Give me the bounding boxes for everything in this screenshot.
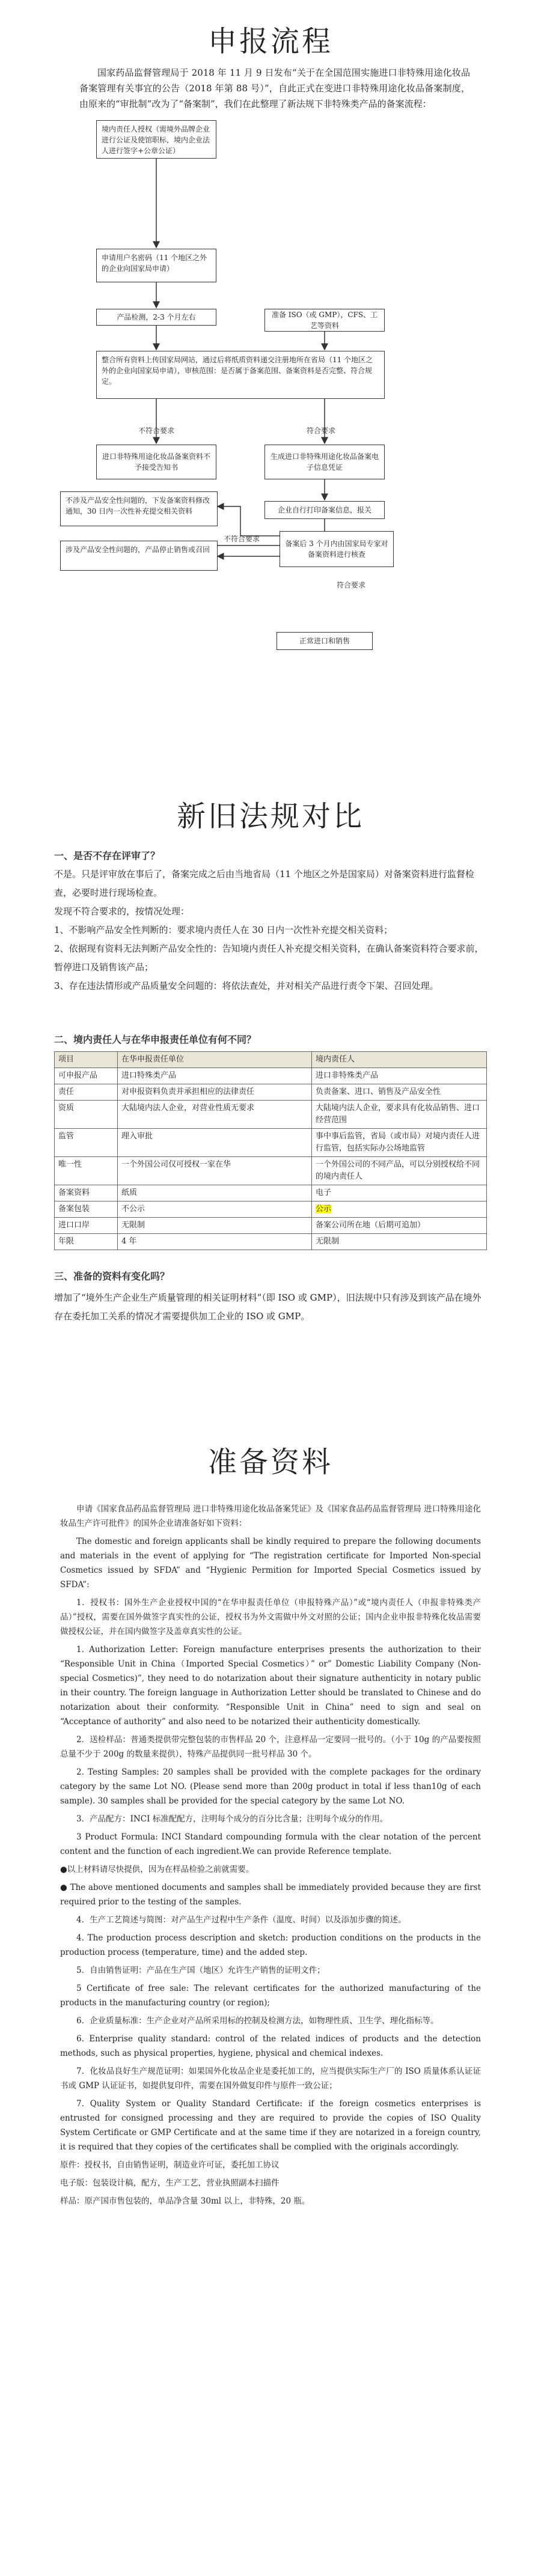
table-header-cell: 在华申报责任单位 bbox=[118, 1052, 312, 1068]
qa2-heading: 二、境内责任人与在华申报责任单位有何不同？ bbox=[54, 1034, 257, 1045]
step-upload-review: 整合所有资料上传国家局网站，通过后将纸质资料递交注册地所在省局（11 个地区之外的企业向国家局申请），审核范围：是否属于备案范围、备案资料是否完整、符合规定。 bbox=[96, 351, 385, 399]
qa1-para-2: 发现不符合要求的，按情况处理： bbox=[54, 906, 190, 917]
table-cell: 大陆境内法人企业，对营业性质无要求 bbox=[118, 1101, 312, 1129]
qa1-heading: 一、是否不存在评审了？ bbox=[54, 850, 160, 861]
table-cell: 负责备案、进口、销售及产品安全性 bbox=[312, 1084, 487, 1101]
step-product-testing: 产品检测，2-3 个月左右 bbox=[96, 309, 216, 326]
table-row bbox=[55, 1218, 487, 1234]
table-cell: 备案资料 bbox=[55, 1185, 118, 1201]
table-cell: 一个外国公司仅可授权一家在华 bbox=[118, 1157, 312, 1185]
step-prepare-docs: 准备 ISO（或 GMP），CFS、工艺等资料 bbox=[264, 309, 385, 332]
table-row bbox=[55, 1157, 487, 1185]
step-revision-notice: 不涉及产品安全性问题的，下发备案资料修改通知，30 日内一次性补充提交相关资料 bbox=[60, 491, 218, 526]
highlighted-text: 公示 bbox=[316, 1204, 332, 1214]
table-row bbox=[55, 1201, 487, 1218]
table-row bbox=[55, 1234, 487, 1250]
qa1-para-1: 不是。只是评审放在事后了，备案完成之后由当地省局（11 个地区之外是国家局）对备案资料进行监督检查，必要时进行现场检查。 bbox=[54, 869, 474, 898]
label-fail: 不符合要求 bbox=[138, 427, 175, 435]
table-cell: 备案包装 bbox=[55, 1201, 118, 1218]
table-cell: 电子 bbox=[312, 1185, 487, 1201]
item-5-en: 5 Certificate of free sale: The relevant certificates for the authorized manufacturing of the products in the manufacturing country (or region); bbox=[60, 1984, 481, 2008]
item-6-en: 6. Enterprise quality standard: control of the related indices of products and the detection methods, such as physical properties, hygiene, physical and chemical indexes. bbox=[60, 2034, 481, 2058]
label-fail-2: 不符合要求 bbox=[224, 535, 260, 543]
table-cell: 理入审批 bbox=[118, 1129, 312, 1157]
section-title-process: 申报流程 bbox=[207, 25, 333, 58]
table-header-cell: 项目 bbox=[55, 1052, 118, 1068]
item-3-en: 3 Product Formula: INCI Standard compounding formula with the clear notation of the percent content and the function of each ingredient.We can provide Reference template. bbox=[60, 1832, 481, 1856]
item-7-en: 7. Quality System or Quality Standard Certificate: if the foreign cosmetics enterprises is entrusted for consigned processing and they are required to provide the copies of ISO Quality System Certificate or GMP Certificate and at the same time if they are notarized in a foreign country, it is required that they copies of the certificates shall be complied with the originals accordingly. bbox=[60, 2099, 481, 2152]
table-cell: 不公示 bbox=[118, 1201, 312, 1218]
table-cell: 事中事后监管，省局（或市局）对境内责任人进行监管，包括实际办公场地监管 bbox=[312, 1129, 487, 1157]
step-normal-sales: 正常进口和销售 bbox=[277, 632, 373, 650]
table-cell: 一个外国公司的不同产品，可以分别授权给不同的境内责任人 bbox=[312, 1157, 487, 1185]
item-2-cn: 2．送检样品：普通类提供带完整包装的市售样品 20 个，注意样品一定要同一批号的。（小于 10g 的产品要按照总量不少于 200g 的数量来提供），特殊产品提供同一批号样品 30 个。 bbox=[60, 1735, 481, 1759]
table-cell: 进口口岸 bbox=[55, 1218, 118, 1234]
section-title-comparison: 新旧法规对比 bbox=[176, 800, 364, 833]
table-cell: 年限 bbox=[55, 1234, 118, 1250]
note-cn: ●以上材料请尽快提供，因为在样品检验之前就需要。 bbox=[60, 1865, 254, 1874]
step-rejection-notice: 进口非特殊用途化妆品备案资料不予接受告知书 bbox=[96, 445, 216, 479]
item-6-cn: 6．企业质量标准：生产企业对产品所采用标的控制及检测方法，如物理性质、卫生学、理化指标等。 bbox=[76, 2016, 439, 2026]
label-pass: 符合要求 bbox=[307, 427, 336, 435]
table-cell: 进口非特殊类产品 bbox=[312, 1068, 487, 1084]
note-en: ● The above mentioned documents and samples shall be immediately provided because they are first required prior to the testing of the samples. bbox=[60, 1883, 481, 1907]
flowchart bbox=[60, 120, 481, 645]
table-cell: 进口特殊类产品 bbox=[118, 1068, 312, 1084]
qa1-para-3: 1、不影响产品安全性判断的：要求境内责任人在 30 日内一次性补充提交相关资料； bbox=[54, 925, 393, 935]
table-row bbox=[55, 1084, 487, 1101]
summary-samples: 样品：原产国市售包装的，单品净含量 30ml 以上，非特殊，20 瓶。 bbox=[60, 2196, 310, 2206]
item-4-cn: 4．生产工艺简述与简图：对产品生产过程中生产条件（温度、时间）以及添加步骤的简述。 bbox=[76, 1915, 406, 1925]
item-3-cn: 3．产品配方：INCI 标准配配方，注明每个成分的百分比含量；注明每个成分的作用。 bbox=[76, 1814, 388, 1824]
step-expert-verification: 备案后 3 个月内由国家局专家对备案资料进行核查 bbox=[280, 531, 394, 567]
item-1-cn: 1．授权书：国外生产企业授权中国的“在华申报责任单位（申报特殊产品）”或“境内责任人（申报非特殊类产品）”授权，需要在国外做签字真实性的公证，授权书为外文需做中外文对照的公证；国内企业申报非特殊化妆品需要做授权公证，并在国内做签字及盖章真实性的公证。 bbox=[60, 1598, 481, 1636]
qa1-body bbox=[54, 865, 487, 995]
table-cell: 4 年 bbox=[118, 1234, 312, 1250]
item-7-cn: 7．化妆品良好生产规范证明：如果国外化妆品企业是委托加工的，应当提供实际生产厂的 ISO 质量体系认证证书或 GMP 认证证书，如提供复印件，需要在国外做复印件与原件一致公证； bbox=[60, 2067, 481, 2091]
step-recall: 涉及产品安全性问题的，产品停止销售或召回 bbox=[60, 541, 218, 571]
qa1-para-4: 2、依据现有资料无法判断产品安全性的：告知境内责任人补充提交相关资料，在确认备案资料符合要求前，暂停进口及销售该产品； bbox=[54, 943, 484, 973]
table-cell: 无限制 bbox=[118, 1218, 312, 1234]
item-5-cn: 5．自由销售证明：产品在生产国（地区）允许生产销售的证明文件； bbox=[76, 1966, 325, 1975]
table-cell: 唯一性 bbox=[55, 1157, 118, 1185]
table-row bbox=[55, 1101, 487, 1129]
table-cell: 无限制 bbox=[312, 1234, 487, 1250]
item-2-en: 2. Testing Samples: 20 samples shall be provided with the complete packages for the ordinary category by the same Lot NO. (Please send more than 200g product in total if less than10g of each sample). 30 samples shall be provided for the special category by the same Lot NO. bbox=[60, 1767, 481, 1806]
step-apply-account: 申请用户名密码（11 个地区之外的企业向国家局申请） bbox=[96, 249, 216, 282]
qa1-para-5: 3、存在违法情形或产品质量安全问题的：将依法查处，并对相关产品进行责令下架、召回处理。 bbox=[54, 980, 439, 991]
table-row bbox=[55, 1129, 487, 1157]
summary-originals: 原件：授权书，自由销售证明，制造业许可证，委托加工协议 bbox=[60, 2160, 280, 2170]
step-authorization: 境内责任人授权（需境外品牌企业进行公证及使馆职标，境内企业法人进行签字+公章公证） bbox=[96, 120, 216, 159]
table-cell: 可申报产品 bbox=[55, 1068, 118, 1084]
intro-paragraph: 国家药品监督管理局于 2018 年 11 月 9 日发布“关于在全国范围实施进口非特殊用途化妆品备案管理有关事宜的公告（2018 年第 88 号）”，自此正式在变进口非特殊用途化妆品备案制度，由原来的“审批制”改为了“备案制”，我们在此整理了新法规下非特殊类产品的备案流程： bbox=[79, 67, 470, 109]
table-cell: 大陆境内法人企业，要求具有化妆品销售、进口经营范围 bbox=[312, 1101, 487, 1129]
prepare-intro-en: The domestic and foreign applicants shall be kindly required to prepare the following documents and materials in the event of applying for “The registration certificate for Imported Non-special Cosmetics issued by SFDA” and “Hygienic Permition for Imported Special Cosmetics issued by SFDA”: bbox=[60, 1537, 481, 1590]
item-1-en: 1. Authorization Letter: Foreign manufacture enterprises presents the authorization to their “Responsible Unit in China（Imported Special Cosmetics）” or” Domestic Liability Company (Non-special Cosmetics)”, they need to do notarization about their signature authenticity in notary public in their country. The foreign language in Authorization Letter should be translated to Chinese and do notarization about their conformity. “Responsible Unit in China” need to sign and seal on “Acceptance of authority” and also need to be notarized their authenticity domestically. bbox=[60, 1645, 481, 1727]
step-certificate-issued: 生成进口非特殊用途化妆品备案电子信息凭证 bbox=[264, 445, 385, 479]
table-cell: 备案公司所在地（后期可追加） bbox=[312, 1218, 487, 1234]
table-cell: 监管 bbox=[55, 1129, 118, 1157]
table-row bbox=[55, 1185, 487, 1201]
summary-electronic: 电子版：包装设计稿，配方，生产工艺，营业执照副本扫描件 bbox=[60, 2178, 280, 2188]
table-cell bbox=[312, 1201, 487, 1218]
qa3-heading: 三、准备的资料有变化吗？ bbox=[54, 1271, 170, 1282]
table-cell: 资质 bbox=[55, 1101, 118, 1129]
table-cell: 责任 bbox=[55, 1084, 118, 1101]
table-header-row bbox=[55, 1052, 487, 1068]
prepare-intro-cn: 申请《国家食品药品监督管理局 进口非特殊用途化妆品备案凭证》及《国家食品药品监督管理局 进口特殊用途化妆品生产许可批件》的国外企业请准备好如下资料： bbox=[60, 1504, 481, 1528]
prepare-body bbox=[60, 1502, 481, 2212]
table-row bbox=[55, 1068, 487, 1084]
section-title-prepare: 准备资料 bbox=[207, 1445, 333, 1479]
step-print-customs: 企业自行打印备案信息，报关 bbox=[264, 501, 385, 519]
table-cell: 对申报资料负责并承担相应的法律责任 bbox=[118, 1084, 312, 1101]
item-4-en: 4. The production process description and sketch: production conditions on the products in the production process (temperature, time) and the added step. bbox=[60, 1933, 481, 1957]
table-cell: 纸质 bbox=[118, 1185, 312, 1201]
label-pass-2: 符合要求 bbox=[337, 581, 366, 589]
qa3-body: 增加了“境外生产企业生产质量管理的相关证明材料”（即 ISO 或 GMP），旧法规中只有涉及到该产品在境外存在委托加工关系的情况才需要提供加工企业的 ISO 或 GMP。 bbox=[54, 1292, 481, 1322]
table-header-cell: 境内责任人 bbox=[312, 1052, 487, 1068]
comparison-table bbox=[54, 1051, 487, 1250]
